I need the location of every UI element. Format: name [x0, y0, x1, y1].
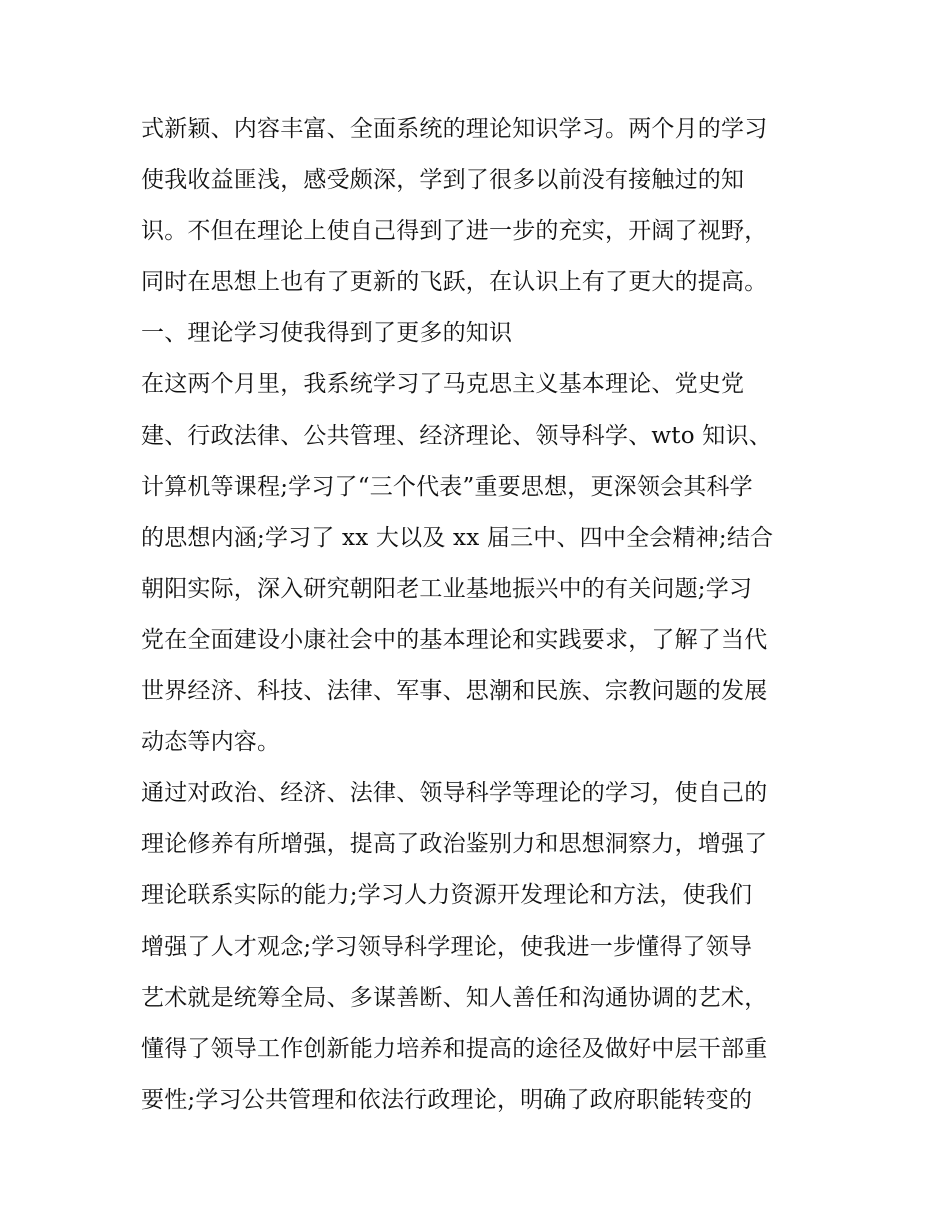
text-line: 朝阳实际，深入研究朝阳老工业基地振兴中的有关问题;学习 — [141, 575, 753, 602]
text-line: 党在全面建设小康社会中的基本理论和实践要求，了解了当代 — [141, 626, 768, 653]
text-line: 理论联系实际的能力;学习人力资源开发理论和方法，使我们 — [141, 882, 753, 909]
text-line: 式新颖、内容丰富、全面系统的理论知识学习。两个月的学习 — [141, 116, 768, 142]
text-line: 世界经济、科技、法律、军事、思潮和民族、宗教问题的发展 — [141, 678, 768, 705]
text-line: 懂得了领导工作创新能力培养和提高的途径及做好中层干部重 — [141, 1035, 768, 1062]
text-line: 艺术就是统筹全局、多谋善断、知人善任和沟通协调的艺术， — [141, 984, 768, 1011]
text-line: 使我收益匪浅，感受颇深，学到了很多以前没有接触过的知 — [141, 167, 745, 194]
document-body — [141, 104, 821, 1126]
text-line: 的思想内涵;学习了 xx 大以及 xx 届三中、四中全会精神;结合 — [141, 524, 774, 551]
text-line: 识。不但在理论上使自己得到了进一步的充实，开阔了视野， — [141, 218, 768, 245]
section-heading: 一、理论学习使我得到了更多的知识 — [141, 320, 513, 347]
text-line: 增强了人才观念;学习领导科学理论，使我进一步懂得了领导 — [141, 933, 753, 960]
text-line: 通过对政治、经济、法律、领导科学等理论的学习，使自己的 — [141, 780, 768, 807]
text-line: 要性;学习公共管理和依法行政理论，明确了政府职能转变的 — [141, 1086, 753, 1113]
text-line: 建、行政法律、公共管理、经济理论、领导科学、wto 知识、 — [141, 422, 772, 449]
text-line: 同时在思想上也有了更新的飞跃，在认识上有了更大的提高。 — [141, 269, 768, 296]
text-line: 理论修养有所增强，提高了政治鉴别力和思想洞察力，增强了 — [141, 831, 768, 858]
text-line: 动态等内容。 — [141, 729, 281, 756]
text-line: 在这两个月里，我系统学习了马克思主义基本理论、党史党 — [141, 371, 745, 398]
text-line: 计算机等课程;学习了“三个代表”重要思想，更深领会其科学 — [141, 473, 753, 500]
